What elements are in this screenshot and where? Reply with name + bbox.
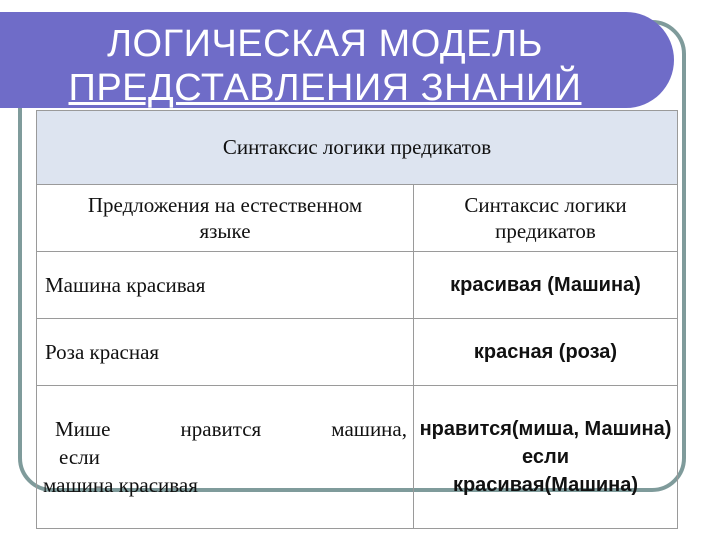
table-row (37, 252, 678, 319)
logic-line: красивая(Машина) (452, 474, 639, 496)
predicate-expression: красивая (Машина) (414, 252, 678, 319)
table-caption: Синтаксис логики предикатов (37, 111, 678, 185)
natural-sentence: Машина красивая (37, 252, 414, 319)
logic-line: нравится(миша, Машина) (419, 418, 672, 440)
table-header-row (37, 185, 678, 252)
logic-line: если (522, 446, 569, 468)
title-banner (0, 12, 674, 108)
table-row (37, 319, 678, 386)
predicate-table (36, 110, 678, 529)
header-predicate-syntax: Синтаксис логики предикатов (414, 185, 678, 252)
slide-title (0, 22, 650, 110)
natural-line: Мише нравится машина, (55, 417, 407, 441)
title-line-1: ЛОГИЧЕСКАЯ МОДЕЛЬ (107, 23, 543, 65)
predicate-expression (414, 386, 678, 529)
predicate-expression: красная (роза) (414, 319, 678, 386)
header-natural-language: Предложения на естественном языке (37, 185, 414, 252)
natural-sentence: Роза красная (37, 319, 414, 386)
table-row (37, 386, 678, 529)
natural-line: если (59, 445, 100, 469)
natural-sentence (37, 386, 414, 529)
title-line-2: ПРЕДСТАВЛЕНИЯ ЗНАНИЙ (68, 67, 582, 109)
natural-line: машина красивая (43, 473, 198, 497)
table-caption-row (37, 111, 678, 185)
